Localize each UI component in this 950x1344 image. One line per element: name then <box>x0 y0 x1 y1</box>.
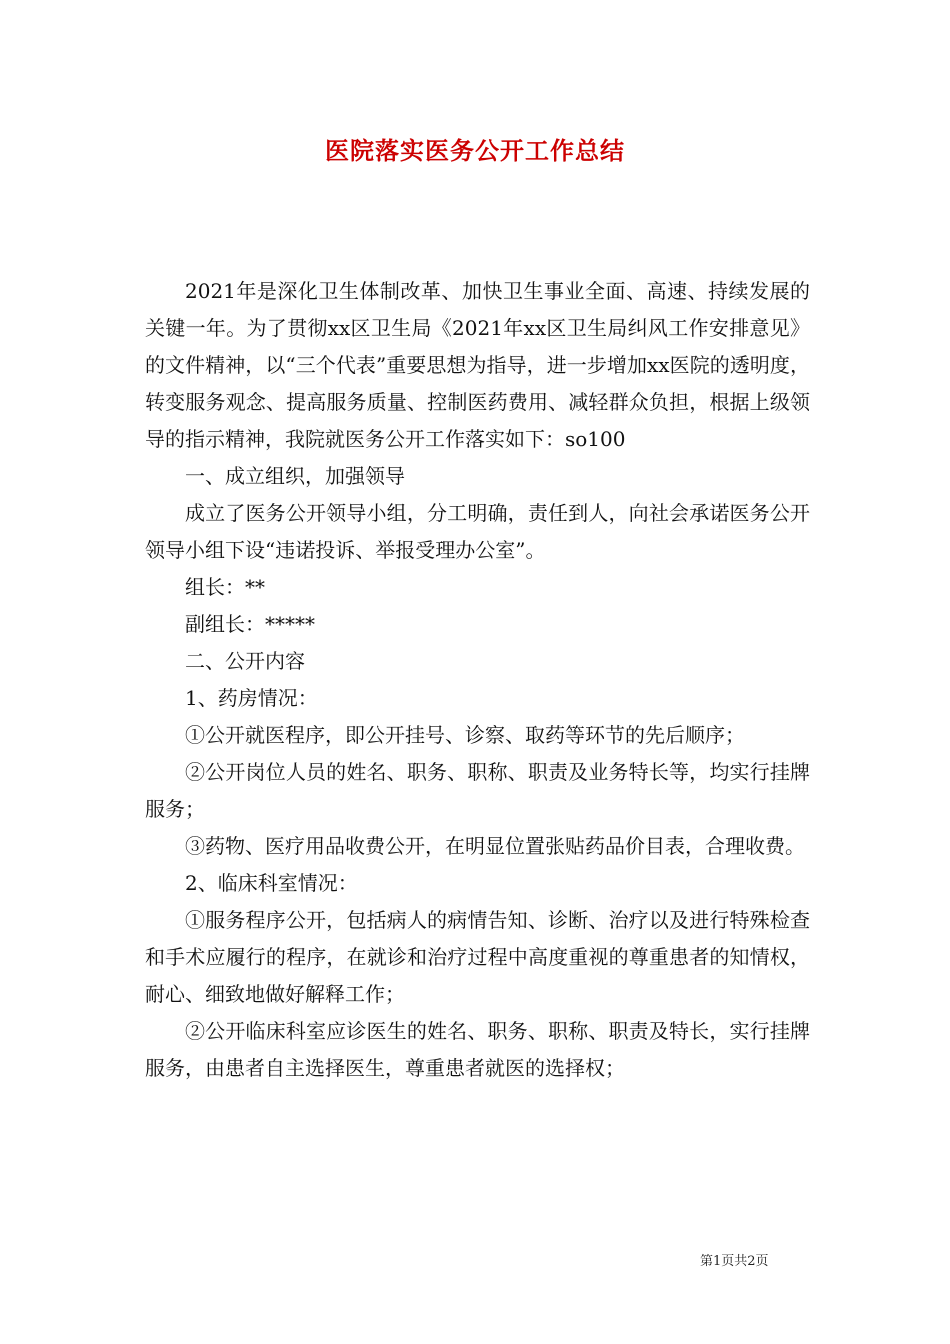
section-heading: 一、成立组织，加强领导 <box>185 464 405 488</box>
list-item: ③药物、医疗用品收费公开，在明显位置张贴药品价目表，合理收费。 <box>185 834 805 858</box>
document-body <box>145 273 810 1087</box>
list-item: ②公开临床科室应诊医生的姓名、职务、职称、职责及特长，实行挂牌服务，由患者自主选择医生，尊重患者就医的选择权； <box>145 1019 810 1080</box>
paragraph: 2021年是深化卫生体制改革、加快卫生事业全面、高速、持续发展的关键一年。为了贯彻xx区卫生局《2021年xx区卫生局纠风工作安排意见》的文件精神，以“三个代表”重要思想为指导，进一步增加xx医院的透明度，转变服务观念、提高服务质量、控制医药费用、减轻群众负担，根据上级领导的指示精神，我院就医务公开工作落实如下：so100 <box>145 279 810 451</box>
subsection-heading: 2、临床科室情况： <box>185 871 358 895</box>
paragraph: 组长：** <box>185 575 265 599</box>
section-heading: 二、公开内容 <box>185 649 305 673</box>
paragraph: 成立了医务公开领导小组，分工明确，责任到人，向社会承诺医务公开领导小组下设“违诺投诉、举报受理办公室”。 <box>145 501 810 562</box>
list-item: ①公开就医程序，即公开挂号、诊察、取药等环节的先后顺序； <box>185 723 745 747</box>
paragraph: 副组长：***** <box>185 612 315 636</box>
list-item: ②公开岗位人员的姓名、职务、职称、职责及业务特长等，均实行挂牌服务； <box>145 760 810 821</box>
page-number: 第1页共2页 <box>700 1254 769 1269</box>
document-title: 医院落实医务公开工作总结 <box>325 136 625 165</box>
subsection-heading: 1、药房情况： <box>185 686 318 710</box>
list-item: ①服务程序公开，包括病人的病情告知、诊断、治疗以及进行特殊检查和手术应履行的程序，在就诊和治疗过程中高度重视的尊重患者的知情权，耐心、细致地做好解释工作； <box>145 908 810 1006</box>
